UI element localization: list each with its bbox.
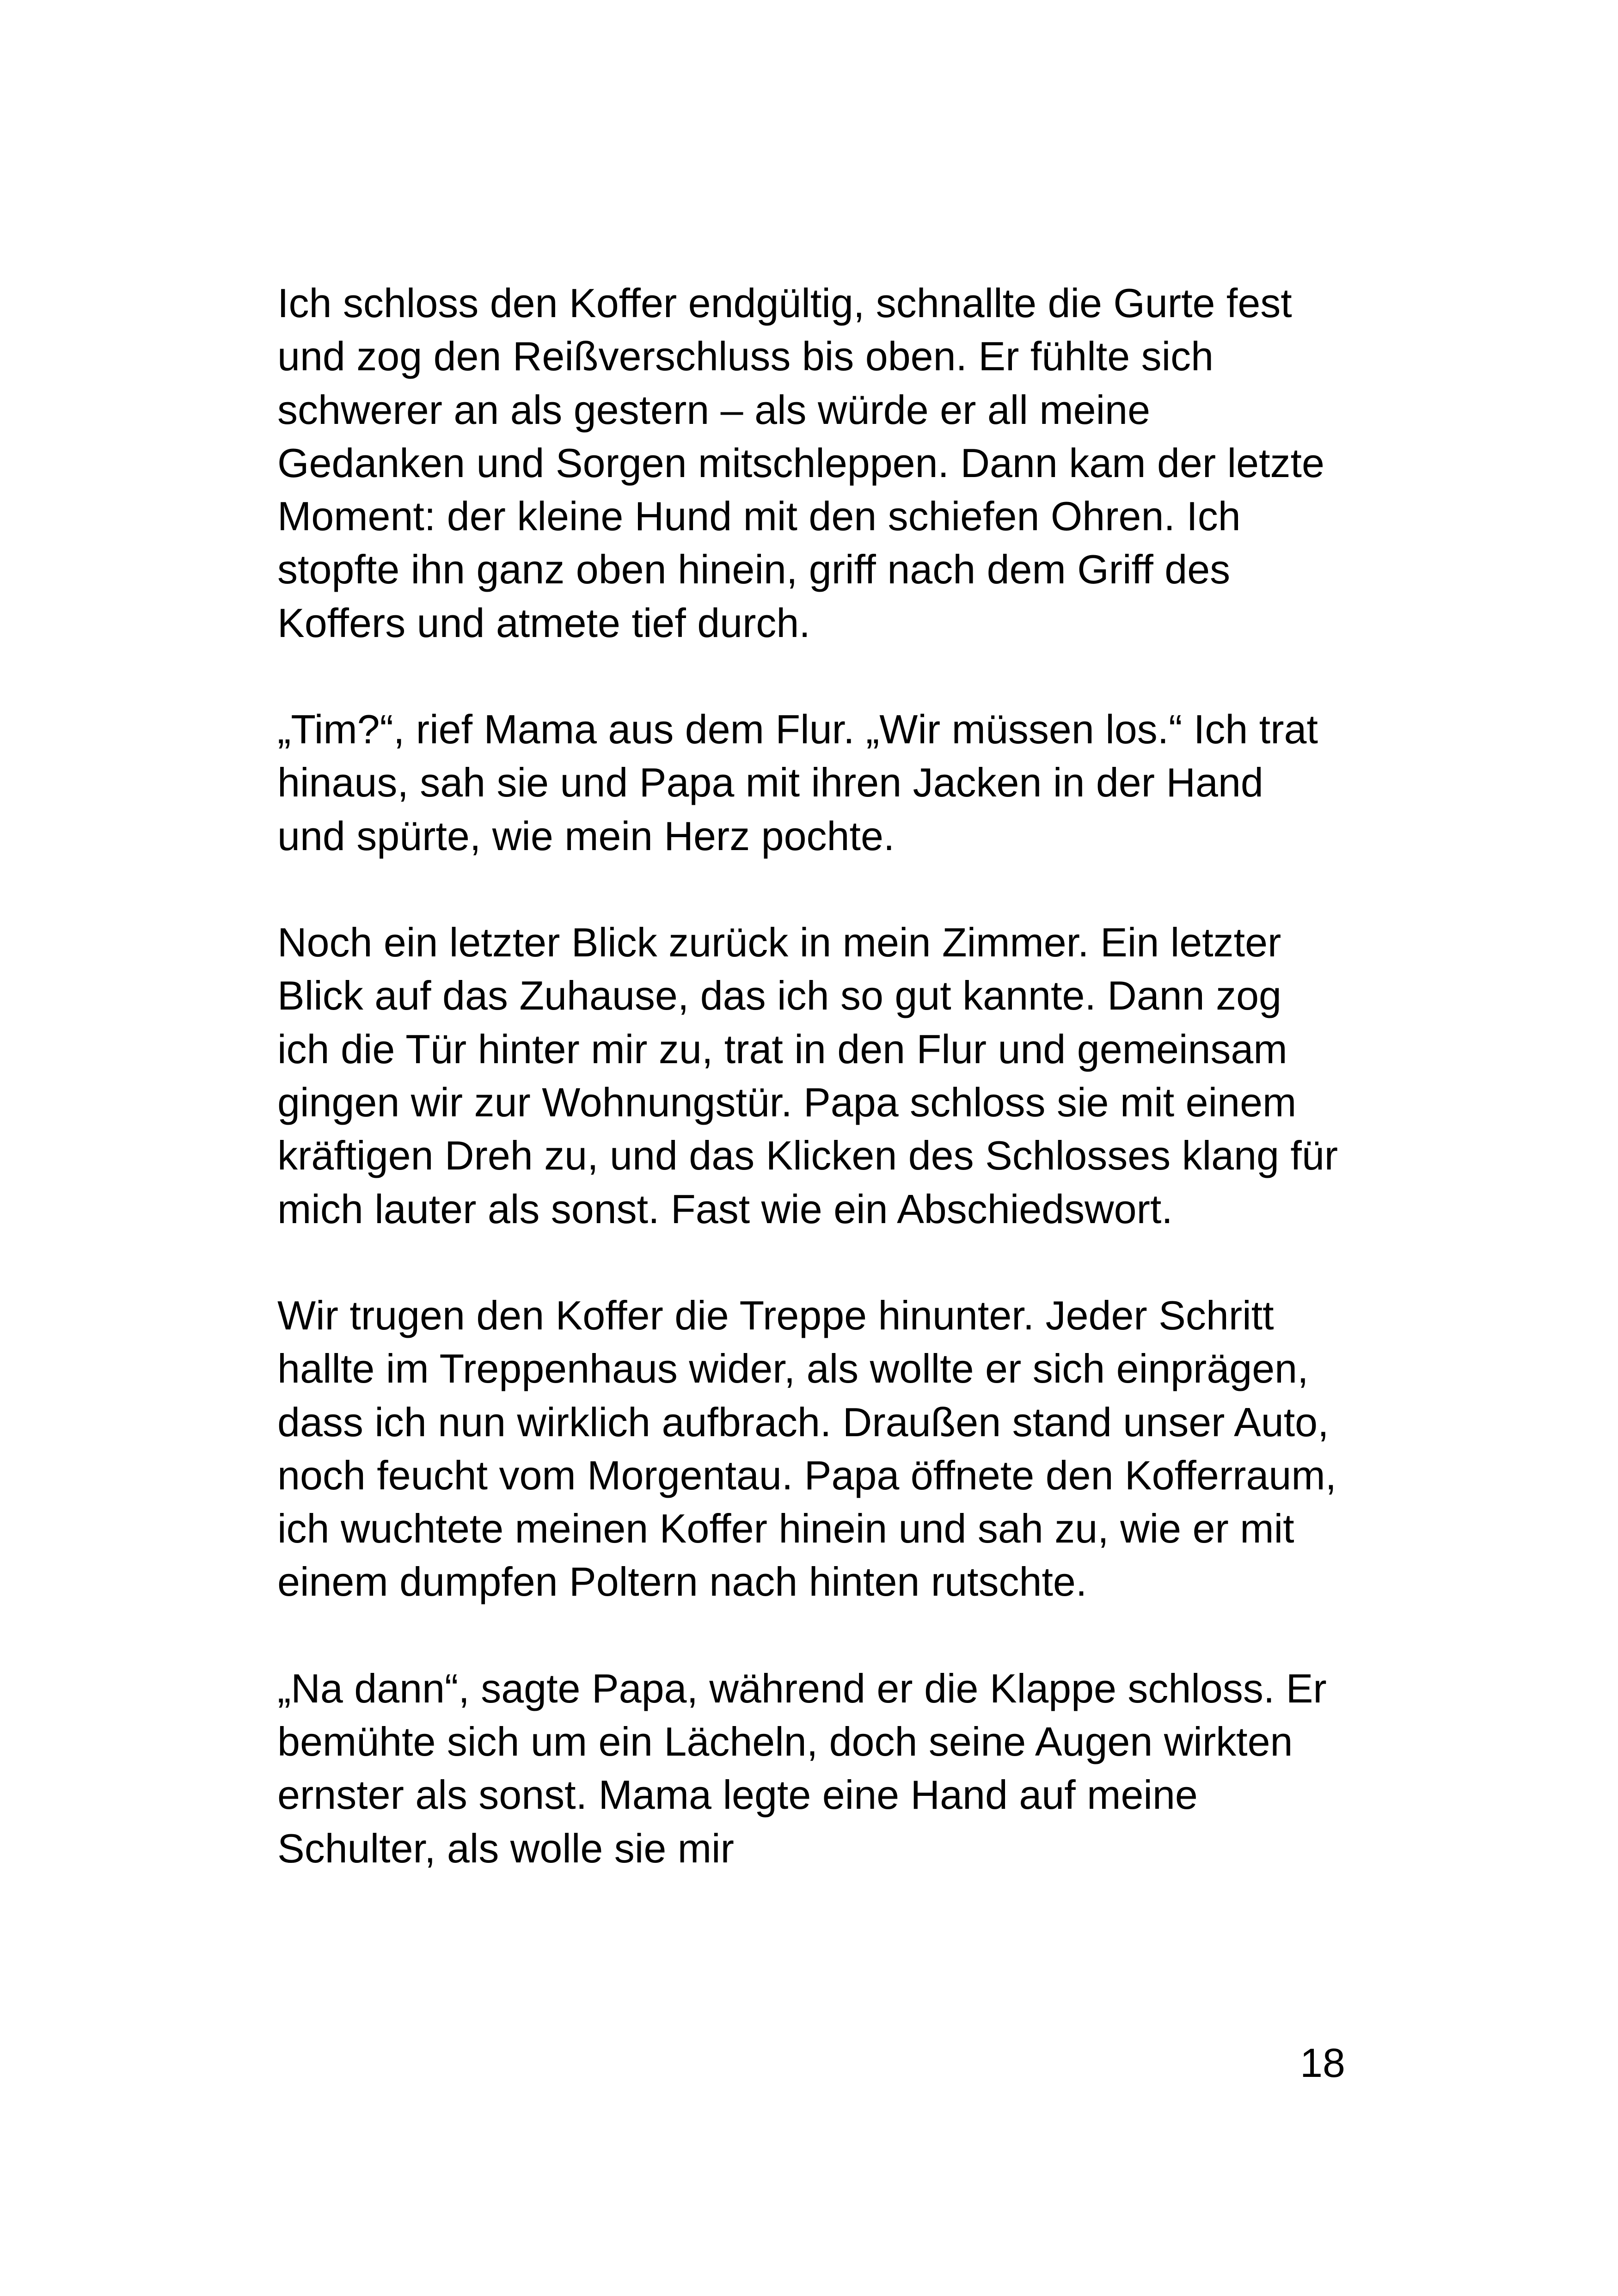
- paragraph: Wir trugen den Koffer die Treppe hinunter. Jeder Schritt hallte im Treppenhaus wider, als wollte er sich einprägen, dass ich nun wirklich aufbrach. Draußen stand unser Auto, noch feucht vom Morgentau. Papa öffnete den Kofferraum, ich wuchtete meinen Koffer hinein und sah zu, wie er mit einem dumpfen Poltern nach hinten rutschte.: [277, 1292, 1337, 1605]
- paragraph: „Tim?“, rief Mama aus dem Flur. „Wir müssen los.“ Ich trat hinaus, sah sie und Papa mit ihren Jacken in der Hand und spürte, wie mein Herz pochte.: [277, 706, 1318, 859]
- paragraph: „Na dann“, sagte Papa, während er die Klappe schloss. Er bemühte sich um ein Lächeln, doch seine Augen wirkten ernster als sonst. Mama legte eine Hand auf meine Schulter, als wolle sie mir: [277, 1665, 1327, 1871]
- paragraph: Ich schloss den Koffer endgültig, schnallte die Gurte fest und zog den Reißverschluss bis oben. Er fühlte sich schwerer an als gestern – als würde er all meine Gedanken und Sorgen mitschleppen. Dann kam der letzte Moment: der kleine Hund mit den schiefen Ohren. Ich stopfte ihn ganz oben hinein, griff nach dem Griff des Koffers und atmete tief durch.: [277, 280, 1324, 646]
- body-text: [277, 276, 1341, 1875]
- paragraph: Noch ein letzter Blick zurück in mein Zimmer. Ein letzter Blick auf das Zuhause, das ich so gut kannte. Dann zog ich die Tür hinter mir zu, trat in den Flur und gemeinsam gingen wir zur Wohnungstür. Papa schloss sie mit einem kräftigen Dreh zu, und das Klicken des Schlosses klang für mich lauter als sonst. Fast wie ein Abschiedswort.: [277, 919, 1338, 1232]
- page-number: 18: [1300, 2040, 1345, 2086]
